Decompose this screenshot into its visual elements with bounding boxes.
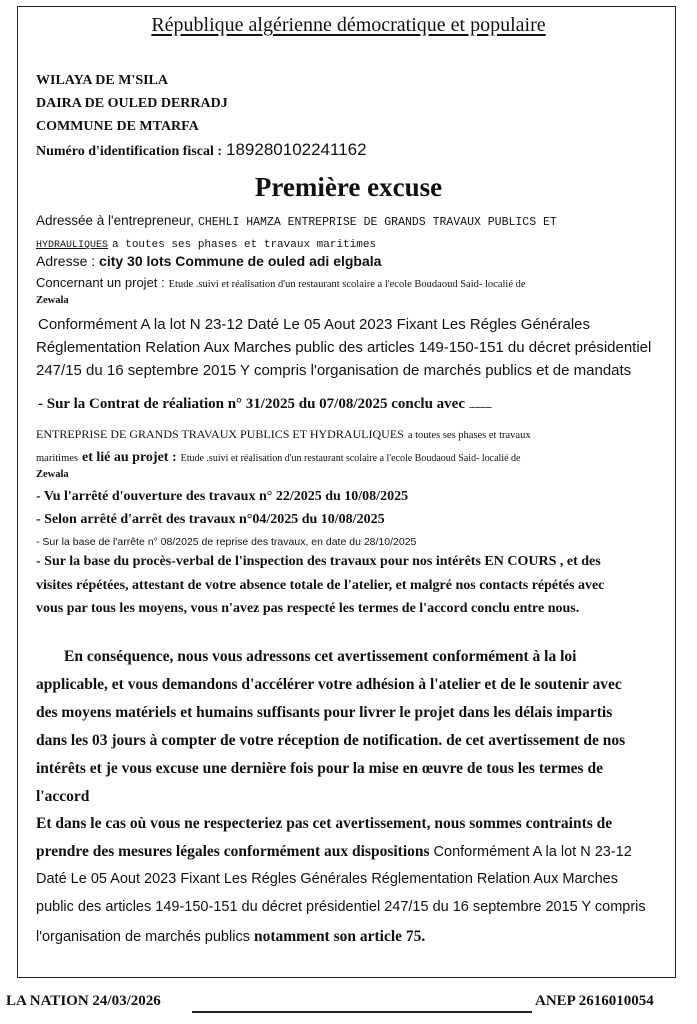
final-line-5-sans: l'organisation de marchés publics	[36, 929, 250, 945]
addressee-name: CHEHLI HAMZA ENTREPRISE DE GRANDS TRAVAUX PUBLICS ET	[197, 216, 557, 229]
daira-line: DAIRA DE OULED DERRADJ	[36, 96, 228, 111]
footer-anep: ANEP 2616010054	[535, 993, 654, 1009]
bullet-opening-order: - Vu l'arrêté d'ouverture des travaux n° 22/2025 du 10/08/2025	[36, 489, 409, 504]
contract-line-3	[36, 448, 521, 466]
contract-text: - Sur la Contrat de réaliation n° 31/2025 du 07/08/2025 conclu avec	[38, 396, 465, 412]
address-line	[36, 253, 381, 269]
consequence-line-6: l'accord	[36, 788, 90, 805]
fiscal-label: Numéro d'identification fiscal :	[36, 144, 223, 159]
consequence-line-1: En conséquence, nous vous adressons cet avertissement conformément à la loi	[64, 648, 577, 665]
contract-project-value: Etude .suivi et réalisation d'un restaurant scolaire a l'ecole Boudaoud Said- localié de	[180, 453, 521, 464]
address-label: Adresse :	[36, 253, 96, 269]
bullet-stop-order: - Selon arrêté d'arrêt des travaux n°04/2025 du 10/08/2025	[36, 512, 385, 527]
commune-line: COMMUNE DE MTARFA	[36, 119, 199, 134]
document-title: Première excuse	[254, 172, 443, 202]
contract-maritimes: maritimes	[36, 453, 78, 464]
footer-newspaper: LA NATION 24/03/2026	[6, 993, 161, 1009]
bullet-inspection-3: vous par tous les moyens, vous n'avez pas respecté les termes de l'accord conclu entre nous.	[36, 601, 580, 616]
addressee-line-2	[36, 234, 376, 252]
consequence-line-3: des moyens matériels et humains suffisants pour livrer le projet dans les délais impartis	[36, 704, 613, 721]
addressee-label: Adressée à l'entrepreneur,	[36, 213, 194, 228]
final-line-2-bold: prendre des mesures légales conformément aux dispositions	[36, 843, 430, 860]
addressee-caps: HYDRAULIQUES	[36, 240, 109, 251]
legal-line-1: Conformément A la lot N 23-12 Daté Le 05 Aout 2023 Fixant Les Régles Générales	[38, 316, 590, 333]
address-value: city 30 lots Commune de ouled adi elgbala	[99, 253, 382, 269]
project-label: Concernant un projet :	[36, 275, 165, 290]
wilaya-line: WILAYA DE M'SILA	[36, 73, 169, 88]
addressee-line-1	[36, 212, 557, 230]
final-line-2-sans: Conformément A la lot N 23-12	[433, 844, 632, 860]
bullet-inspection-1: - Sur la base du procès-verbal de l'inspection des travaux pour nos intérêts EN COURS , et des	[36, 554, 601, 569]
contract-company-suffix: a toutes ses phases et travaux	[407, 430, 531, 441]
bullet-resume-order: - Sur la base de l'arrête n° 08/2025 de reprise des travaux, en date du 28/10/2025	[36, 536, 417, 548]
final-line-5-bold: notamment son article 75.	[253, 928, 426, 945]
consequence-line-2: applicable, et vous demandons d'accélérer votre adhésion à l'atelier et de le soutenir avec	[36, 676, 622, 693]
legal-line-3: 247/15 du 16 septembre 2015 Y compris l'organisation de marchés publics et de mandats	[36, 362, 632, 379]
project-value: Etude .suivi et réalisation d'un restaurant scolaire a l'ecole Boudaoud Said- localié de	[168, 279, 526, 290]
fiscal-id-line	[36, 140, 367, 160]
contract-project-label: et lié au projet :	[82, 450, 177, 465]
contract-line-1	[38, 396, 491, 413]
addressee-rest: a toutes ses phases et travaux maritimes	[112, 239, 377, 251]
contract-dots: ..................	[468, 400, 492, 410]
final-line-5	[36, 928, 425, 946]
final-line-2	[36, 843, 632, 861]
final-line-4: public des articles 149-150-151 du décret présidentiel 247/15 du 16 septembre 2015 Y compris	[36, 899, 646, 915]
consequence-line-5: intérêts et je vous excuse une dernière fois pour la mise en œuvre de tous les termes de	[36, 760, 603, 777]
contract-line-2	[36, 425, 531, 443]
footer-rule	[192, 1011, 532, 1013]
republic-heading: République algérienne démocratique et populaire	[151, 14, 546, 36]
consequence-line-4: dans les 03 jours à compter de votre réception de notification. de cet avertissement de nos	[36, 732, 626, 749]
project-line-2: Zewala	[36, 295, 69, 306]
legal-line-2: Réglementation Relation Aux Marches public des articles 149-150-151 du décret présidentiel	[36, 339, 652, 356]
contract-company: ENTREPRISE DE GRANDS TRAVAUX PUBLICS ET HYDRAULIQUES	[36, 427, 404, 441]
final-line-1: Et dans le cas où vous ne respecteriez pas cet avertissement, nous sommes contraints de	[36, 815, 613, 832]
project-line-1	[36, 274, 526, 292]
fiscal-number: 189280102241162	[226, 140, 367, 159]
contract-line-4: Zewala	[36, 469, 69, 480]
bullet-inspection-2: visites répétées, attestant de votre absence totale de l'atelier, et malgré nos contacts répétés avec	[36, 578, 605, 593]
final-line-3: Daté Le 05 Aout 2023 Fixant Les Régles Générales Réglementation Relation Aux Marches	[36, 871, 618, 887]
